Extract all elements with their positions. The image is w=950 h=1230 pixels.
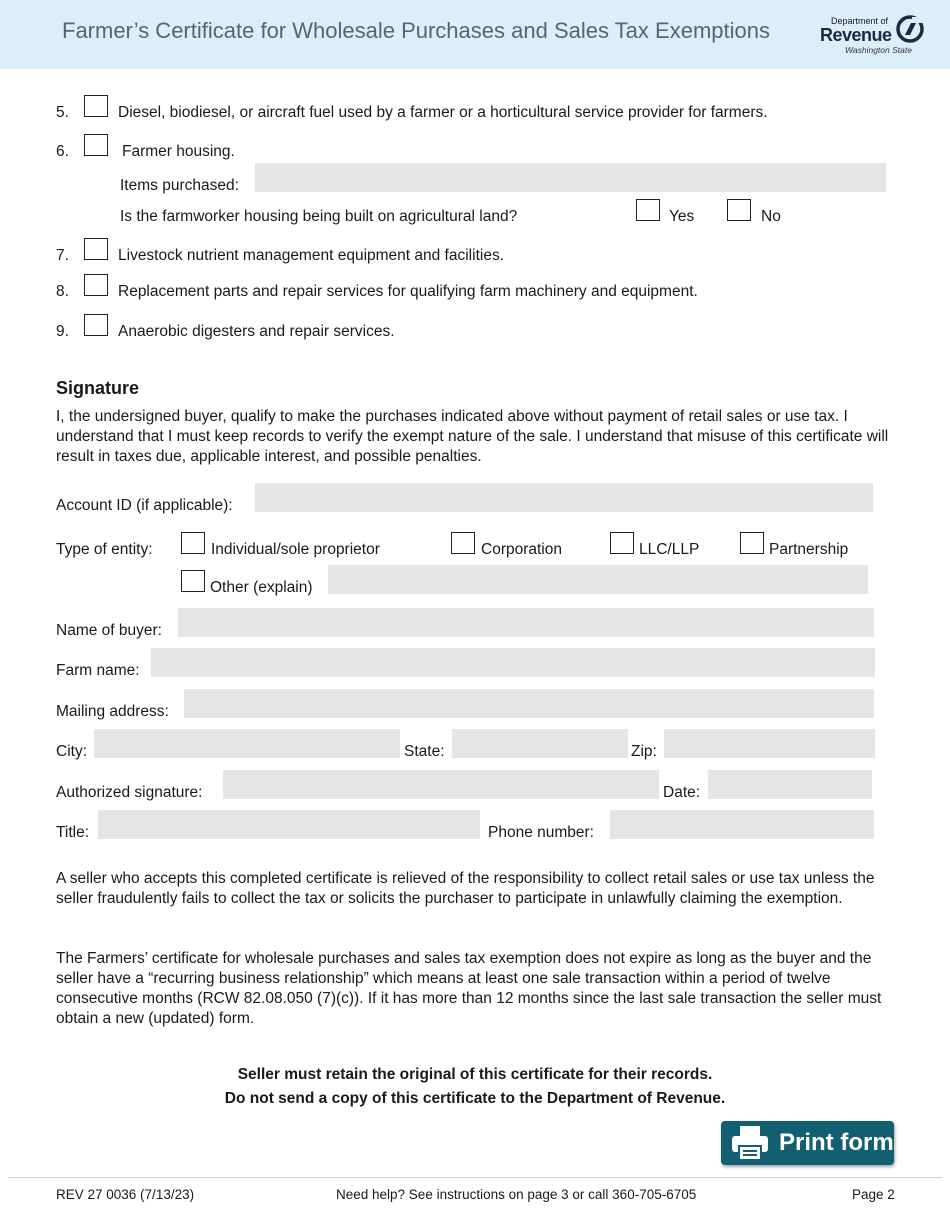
print-form-label: Print form <box>779 1129 894 1156</box>
mailing-address-input[interactable] <box>184 689 874 718</box>
signature-heading: Signature <box>56 378 140 398</box>
account-id-input[interactable] <box>255 483 873 512</box>
seller-relief-note: A seller who accepts this completed certificate is relieved of the responsibility to collect retail sales or use tax unless the seller fraudulently fails to collect the tax or solicits the purchaser to participate in unlawfully claiming the exemption. <box>56 870 875 907</box>
item-5-number: 5. <box>56 104 69 121</box>
item-7-label: Livestock nutrient management equipment and facilities. <box>118 247 504 264</box>
item-9-checkbox[interactable] <box>84 314 108 336</box>
signature-statement: I, the undersigned buyer, qualify to make the purchases indicated above without payment of retail sales or use tax. I understand that I must keep records to verify the exempt nature of the sale. I understand that misuse of this certificate will result in taxes due, applicable interest, and possible penalties. <box>56 408 889 465</box>
zip-input[interactable] <box>664 729 875 758</box>
item-5-label: Diesel, biodiesel, or aircraft fuel used by a farmer or a horticultural service provider for farmers. <box>118 104 768 121</box>
item-8-number: 8. <box>56 283 69 300</box>
help-text: Need help? See instructions on page 3 or call 360-705-6705 <box>336 1187 697 1202</box>
item-6-label: Farmer housing. <box>122 143 235 160</box>
state-label: State: <box>404 743 445 760</box>
print-form-button[interactable] <box>721 1121 894 1165</box>
item-6-checkbox[interactable] <box>84 134 108 156</box>
entity-partnership-label: Partnership <box>769 541 849 558</box>
dor-logo <box>820 12 928 60</box>
phone-number-label: Phone number: <box>488 824 594 841</box>
item-7-checkbox[interactable] <box>84 238 108 260</box>
buyer-name-input[interactable] <box>178 608 874 637</box>
date-label: Date: <box>663 784 701 801</box>
farm-name-input[interactable] <box>151 648 875 677</box>
authorized-signature-input[interactable] <box>223 770 659 799</box>
entity-individual-checkbox[interactable] <box>181 532 205 554</box>
entity-corporation-checkbox[interactable] <box>451 532 475 554</box>
city-input[interactable] <box>94 729 400 758</box>
account-id-label: Account ID (if applicable): <box>56 497 233 514</box>
item-8-label: Replacement parts and repair services for qualifying farm machinery and equipment. <box>118 283 698 300</box>
item-9-label: Anaerobic digesters and repair services. <box>118 323 395 340</box>
item-5-checkbox[interactable] <box>84 95 108 117</box>
form-title: Farmer’s Certificate for Wholesale Purchases and Sales Tax Exemptions <box>62 18 770 43</box>
items-purchased-label: Items purchased: <box>120 177 239 194</box>
city-label: City: <box>56 743 87 760</box>
buyer-name-label: Name of buyer: <box>56 622 162 639</box>
entity-other-input[interactable] <box>328 565 868 594</box>
phone-number-input[interactable] <box>610 810 874 839</box>
title-input[interactable] <box>98 810 480 839</box>
printer-icon <box>729 1124 773 1162</box>
page-number: Page 2 <box>852 1187 895 1202</box>
item-6-number: 6. <box>56 143 69 160</box>
form-id: REV 27 0036 (7/13/23) <box>56 1187 195 1202</box>
farm-name-label: Farm name: <box>56 662 140 679</box>
retain-notice: Seller must retain the original of this certificate for their records. <box>237 1066 713 1083</box>
logo-mark-icon <box>896 14 924 44</box>
logo-state-text: Washington State <box>845 45 912 55</box>
entity-llc-label: LLC/LLP <box>639 541 700 558</box>
logo-name-text: Revenue <box>820 25 892 45</box>
farmworker-housing-question: Is the farmworker housing being built on agricultural land? <box>120 208 518 225</box>
housing-yes-checkbox[interactable] <box>636 199 660 221</box>
authorized-signature-label: Authorized signature: <box>56 784 203 801</box>
entity-partnership-checkbox[interactable] <box>740 532 764 554</box>
expiry-note: The Farmers’ certificate for wholesale purchases and sales tax exemption does not expire as long as the buyer and the seller have a “recurring business relationship” which means at least one sale transaction within a period of twelve consecutive months (RCW 82.08.050 (7)(c)). If it has more than 12 months since the last sale transaction the seller must obtain a new (updated) form. <box>56 950 882 1027</box>
entity-other-label: Other (explain) <box>210 579 313 596</box>
housing-no-checkbox[interactable] <box>727 199 751 221</box>
housing-no-label: No <box>761 208 781 225</box>
entity-type-label: Type of entity: <box>56 541 153 558</box>
date-input[interactable] <box>708 770 872 799</box>
item-8-checkbox[interactable] <box>84 274 108 296</box>
state-input[interactable] <box>452 729 628 758</box>
item-9-number: 9. <box>56 323 69 340</box>
logo-dept-text: Department of <box>831 16 889 26</box>
no-copy-notice: Do not send a copy of this certificate to the Department of Revenue. <box>224 1090 726 1107</box>
entity-corporation-label: Corporation <box>481 541 562 558</box>
items-purchased-input[interactable] <box>255 163 886 192</box>
mailing-address-label: Mailing address: <box>56 703 169 720</box>
zip-label: Zip: <box>631 743 657 760</box>
entity-other-checkbox[interactable] <box>181 570 205 592</box>
footer-divider <box>8 1177 942 1178</box>
title-label: Title: <box>56 824 90 841</box>
entity-llc-checkbox[interactable] <box>610 532 634 554</box>
item-7-number: 7. <box>56 247 69 264</box>
entity-individual-label: Individual/sole proprietor <box>211 541 380 558</box>
housing-yes-label: Yes <box>669 208 695 225</box>
